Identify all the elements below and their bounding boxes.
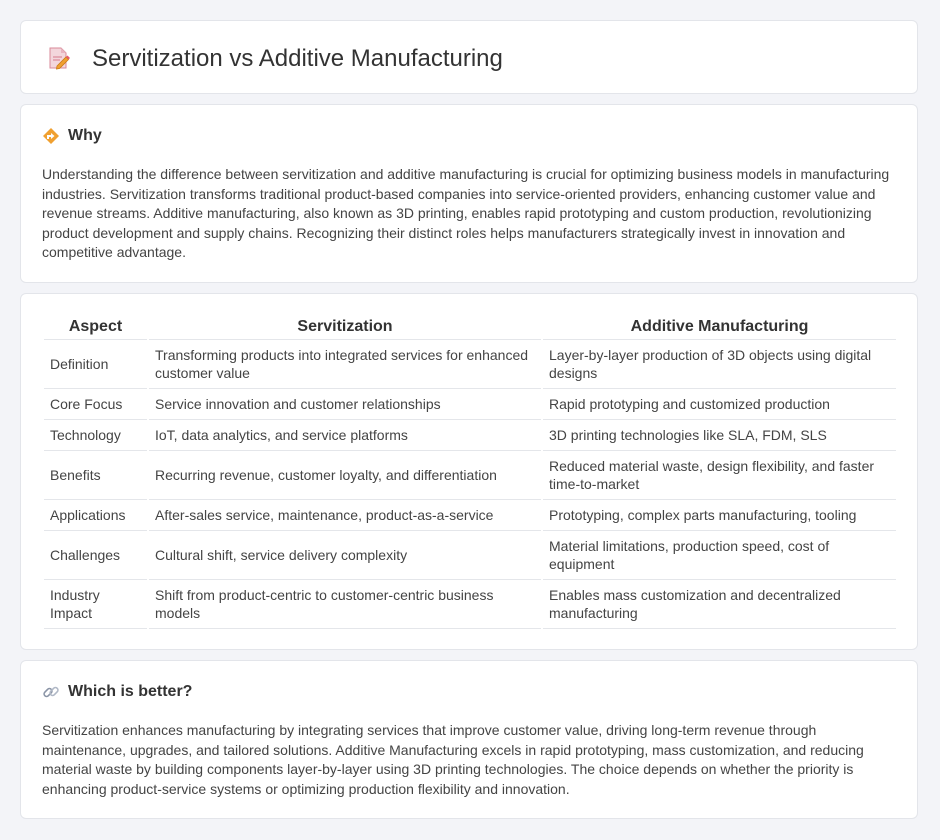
table-row <box>44 500 896 531</box>
row-aspect: Benefits <box>44 451 147 500</box>
row-aspect: Industry Impact <box>44 580 147 629</box>
why-heading <box>42 126 102 146</box>
better-heading <box>42 682 192 702</box>
page-title: Servitization vs Additive Manufacturing <box>92 45 503 72</box>
comparison-table <box>42 315 898 629</box>
table-row <box>44 420 896 451</box>
better-title: Which is better? <box>68 683 193 700</box>
table-row <box>44 451 896 500</box>
header-servitization: Servitization <box>149 315 541 340</box>
table-row <box>44 340 896 389</box>
which-is-better-section <box>20 660 918 819</box>
diamond-signpost-icon <box>42 127 60 145</box>
row-servitization: Transforming products into integrated services for enhanced customer value <box>149 340 541 389</box>
row-additive: 3D printing technologies like SLA, FDM, SLS <box>543 420 896 451</box>
row-aspect: Applications <box>44 500 147 531</box>
row-additive: Enables mass customization and decentralized manufacturing <box>543 580 896 629</box>
row-additive: Layer-by-layer production of 3D objects using digital designs <box>543 340 896 389</box>
row-servitization: IoT, data analytics, and service platforms <box>149 420 541 451</box>
row-servitization: Cultural shift, service delivery complexity <box>149 531 541 580</box>
title-card <box>20 20 918 94</box>
table-header-row <box>44 315 896 340</box>
row-aspect: Technology <box>44 420 147 451</box>
table-row <box>44 389 896 420</box>
row-aspect: Core Focus <box>44 389 147 420</box>
header-additive: Additive Manufacturing <box>543 315 896 340</box>
better-text: Servitization enhances manufacturing by integrating services that improve customer value, driving long-term revenue through maintenance, upgrades, and tailored solutions. Additive Manufacturing excels in rapid prototyping, mass customization, and reducing material waste by building components layer-by-layer using 3D printing technologies. The choice depends on whether the priority is enhancing product-service systems or optimizing production flexibility and innovation. <box>42 722 864 797</box>
row-additive: Prototyping, complex parts manufacturing, tooling <box>543 500 896 531</box>
why-title: Why <box>68 127 102 144</box>
row-additive: Reduced material waste, design flexibility, and faster time-to-market <box>543 451 896 500</box>
why-section <box>20 104 918 283</box>
row-servitization: Recurring revenue, customer loyalty, and differentiation <box>149 451 541 500</box>
table-row <box>44 531 896 580</box>
row-servitization: After-sales service, maintenance, product-as-a-service <box>149 500 541 531</box>
row-additive: Material limitations, production speed, cost of equipment <box>543 531 896 580</box>
row-aspect: Definition <box>44 340 147 389</box>
link-icon <box>42 683 60 701</box>
document-edit-icon <box>48 45 70 71</box>
row-additive: Rapid prototyping and customized production <box>543 389 896 420</box>
row-aspect: Challenges <box>44 531 147 580</box>
row-servitization: Service innovation and customer relationships <box>149 389 541 420</box>
why-text: Understanding the difference between servitization and additive manufacturing is crucial for optimizing business models in manufacturing industries. Servitization transforms traditional product-based companies into service-oriented providers, enhancing customer value and revenue streams. Additive manufacturing, also known as 3D printing, enables rapid prototyping and custom production, revolutionizing product development and supply chains. Recognizing their distinct roles helps manufacturers strategically invest in innovation and competitive advantage. <box>42 166 890 261</box>
header-aspect: Aspect <box>44 315 147 340</box>
comparison-section <box>20 293 918 650</box>
table-row <box>44 580 896 629</box>
row-servitization: Shift from product-centric to customer-centric business models <box>149 580 541 629</box>
